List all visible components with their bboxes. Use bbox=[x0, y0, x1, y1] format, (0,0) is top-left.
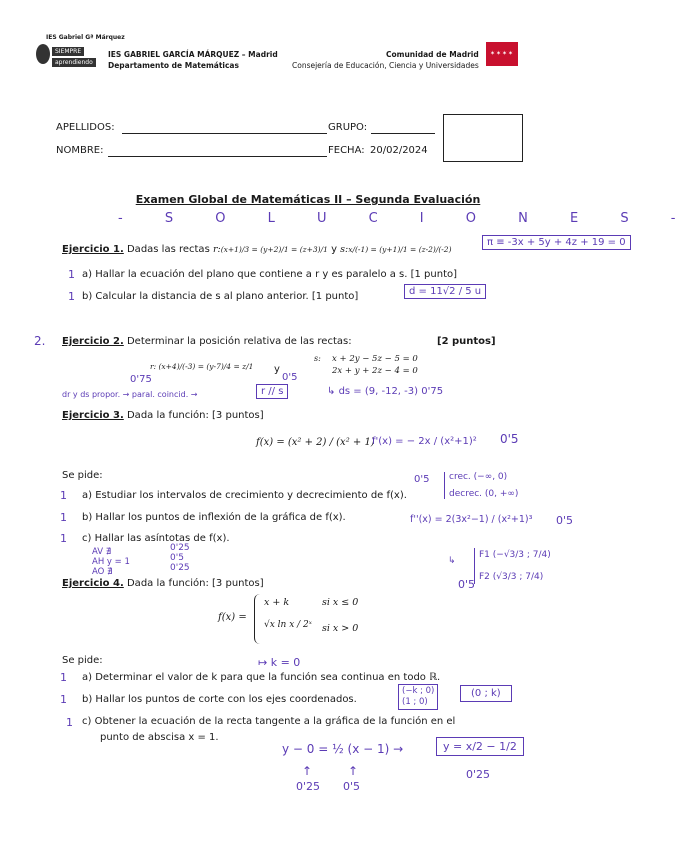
ex2-r-eq: r: (x+4)/(-3) = (y-7)/4 = z/1 bbox=[150, 362, 254, 371]
name-label: NOMBRE: bbox=[56, 145, 104, 156]
ex3-f1: F1 (−√3/3 ; 7/4) bbox=[479, 550, 551, 560]
date-value: 20/02/2024 bbox=[370, 145, 428, 156]
ex3-second-deriv: f''(x) = 2(3x²−1) / (x²+1)³ bbox=[410, 514, 533, 525]
ex2-score2: 0'5 bbox=[282, 372, 298, 383]
ex4-cut3: (0 ; k) bbox=[460, 688, 512, 699]
ex2-mark: 2. bbox=[34, 334, 46, 348]
ex2-text: Determinar la posición relativa de las rectas: bbox=[126, 336, 352, 347]
ex2-answer: r // s bbox=[256, 386, 288, 397]
ex1-answer-plane: π ≡ -3x + 5y + 4z + 19 = 0 bbox=[482, 237, 631, 248]
ex3-score-deriv: 0'5 bbox=[500, 432, 519, 446]
ex1-a-text: a) Hallar la ecuación del plano que contiene a r y es paralelo a s. [1 punto] bbox=[82, 269, 458, 280]
ex4-cut2: (1 ; 0) bbox=[402, 697, 428, 707]
logo-badge-bottom: aprendiendo bbox=[52, 58, 96, 67]
grade-box[interactable] bbox=[443, 114, 523, 162]
ex4-cond2: si x > 0 bbox=[322, 623, 359, 634]
madrid-flag-icon: ✶✶✶✶ bbox=[486, 42, 518, 66]
ex2-note: dr y ds propor. → paral. coincid. → bbox=[62, 390, 198, 399]
ex2-s-label: s: bbox=[314, 354, 321, 363]
ex4-k-answer: ↦ k = 0 bbox=[258, 656, 301, 669]
ex3-ah: AH y = 1 bbox=[92, 557, 130, 567]
ex3-score-av: 0'25 bbox=[170, 543, 190, 553]
ex4-a-text: a) Determinar el valor de k para que la función sea continua en todo ℝ. bbox=[82, 672, 441, 683]
ex3-se-pide: Se pide: bbox=[62, 470, 103, 481]
ex2-score1: 0'75 bbox=[130, 374, 152, 385]
ex4-f-label: f(x) = bbox=[218, 612, 247, 623]
date-label: FECHA: bbox=[328, 145, 365, 156]
ex3-av: AV ∄ bbox=[92, 547, 112, 557]
ex3-a-text: a) Estudiar los intervalos de crecimiento y decrecimiento de f(x). bbox=[82, 490, 407, 501]
ex3-function: f(x) = (x² + 2) / (x² + 1) bbox=[256, 437, 375, 448]
ex3-statement bbox=[62, 410, 264, 421]
council-name: Consejería de Educación, Ciencia y Universidades bbox=[292, 61, 479, 70]
ex1-b-text: b) Calcular la distancia de s al plano anterior. [1 punto] bbox=[82, 291, 359, 302]
ex4-piece2: √x ln x / 2ˣ bbox=[264, 620, 312, 630]
school-name: IES GABRIEL GARCÍA MÁRQUEZ – Madrid bbox=[108, 50, 278, 59]
ex3-inflexion-points bbox=[474, 548, 551, 584]
ex4-arrow-up-1: ↑ bbox=[302, 764, 313, 778]
ex4-statement bbox=[62, 578, 264, 589]
ex4-score-c1: 0'25 bbox=[296, 780, 321, 793]
ex2-score3: 0'75 bbox=[421, 386, 444, 397]
logo-top-text: IES Gabriel Gª Márquez bbox=[46, 34, 125, 41]
ex3-asymptotes bbox=[92, 547, 130, 577]
ex3-a-mark: 1 bbox=[60, 489, 67, 502]
ex2-points: [2 puntos] bbox=[437, 336, 496, 347]
ex2-s-eq2: 2x + y + 2z − 4 = 0 bbox=[332, 366, 418, 376]
ex2-ds-vector: ↳ ds = (9, -12, -3) 0'75 bbox=[327, 386, 444, 397]
group-field[interactable] bbox=[371, 133, 435, 134]
solutions-banner: - S O L U C I O N E S - bbox=[118, 211, 694, 226]
ex4-heading: Ejercicio 4. bbox=[62, 578, 124, 589]
ex1-a-mark: 1 bbox=[68, 268, 75, 281]
name-field[interactable] bbox=[108, 156, 327, 157]
ex1-r-label: r: bbox=[212, 244, 221, 255]
ex3-ao: AO ∄ bbox=[92, 567, 113, 577]
ex1-s-label: s: bbox=[340, 244, 349, 255]
ex3-inflexion-arrow: ↳ bbox=[448, 556, 456, 566]
ex4-brace bbox=[254, 594, 263, 644]
ex3-heading: Ejercicio 3. bbox=[62, 410, 124, 421]
ex4-cond1: si x ≤ 0 bbox=[322, 597, 359, 608]
surname-field[interactable] bbox=[122, 133, 327, 134]
ex4-text: Dada la función: [3 puntos] bbox=[126, 578, 264, 589]
ex1-r-eq: (x+1)/3 = (y+2)/1 = (z+3)/1 bbox=[220, 245, 328, 254]
region-name: Comunidad de Madrid bbox=[386, 50, 479, 59]
ex1-s-eq: x/(-1) = (y+1)/1 = (z-2)/(-2) bbox=[348, 245, 452, 254]
ex3-decrec: decrec. (0, +∞) bbox=[449, 489, 519, 499]
ex3-derivative: f'(x) = − 2x / (x²+1)² bbox=[372, 436, 477, 447]
ex1-heading: Ejercicio 1. bbox=[62, 244, 124, 255]
ex2-statement bbox=[62, 336, 352, 347]
ex4-score-c3: 0'25 bbox=[466, 768, 491, 781]
ex1-and: y bbox=[331, 244, 337, 255]
ex2-and: y bbox=[274, 364, 280, 375]
ex3-b-mark: 1 bbox=[60, 511, 67, 524]
ex4-arrow-up-2: ↑ bbox=[348, 764, 359, 778]
ex3-score-b: 0'5 bbox=[556, 514, 574, 527]
logo-badge-top: SIEMPRE bbox=[52, 47, 84, 56]
ex1-intro: Dadas las rectas bbox=[126, 244, 210, 255]
ex4-c-text2: punto de abscisa x = 1. bbox=[100, 732, 219, 743]
ex3-c-text: c) Hallar las asíntotas de f(x). bbox=[82, 533, 230, 544]
ex4-b-text: b) Hallar los puntos de corte con los ejes coordenados. bbox=[82, 694, 357, 705]
ex4-cut-points bbox=[398, 684, 438, 710]
ex4-tangent-answer: y = x/2 − 1/2 bbox=[436, 740, 524, 753]
ex4-a-mark: 1 bbox=[60, 671, 67, 684]
ex3-f2: F2 (√3/3 ; 7/4) bbox=[479, 572, 544, 582]
ex4-score-c2: 0'5 bbox=[343, 780, 361, 793]
logo-swoosh bbox=[36, 44, 50, 64]
ex3-text: Dada la función: [3 puntos] bbox=[126, 410, 264, 421]
ex4-b-mark: 1 bbox=[60, 693, 67, 706]
ex4-se-pide: Se pide: bbox=[62, 655, 103, 666]
exam-title: Examen Global de Matemáticas II – Segunda Evaluación bbox=[135, 193, 481, 206]
ex4-c-mark: 1 bbox=[66, 716, 73, 729]
ex3-score-a: 0'5 bbox=[414, 474, 430, 485]
ex3-b-text: b) Hallar los puntos de inflexión de la gráfica de f(x). bbox=[82, 512, 346, 523]
department-name: Departamento de Matemáticas bbox=[108, 61, 239, 70]
ex4-cut1: (−k ; 0) bbox=[402, 686, 435, 696]
ex3-asym-scores bbox=[170, 543, 190, 573]
ex3-monotony bbox=[444, 472, 518, 499]
ex4-piece1: x + k bbox=[264, 597, 290, 608]
ex4-tangent-work: y − 0 = ½ (x − 1) → bbox=[282, 742, 404, 756]
ex2-s-eq1: x + 2y − 5z − 5 = 0 bbox=[332, 354, 418, 364]
ex3-crec: crec. (−∞, 0) bbox=[449, 472, 508, 482]
ex2-heading: Ejercicio 2. bbox=[62, 336, 124, 347]
school-logo bbox=[36, 34, 125, 78]
ex3-score-f: 0'5 bbox=[458, 578, 476, 591]
ex1-answer-distance: d = 11√2 / 5 u bbox=[404, 286, 486, 297]
ex3-c-mark: 1 bbox=[60, 532, 67, 545]
surname-label: APELLIDOS: bbox=[56, 122, 115, 133]
ex3-score-ao: 0'25 bbox=[170, 563, 190, 573]
ex3-score-ah: 0'5 bbox=[170, 553, 184, 563]
ex1-b-mark: 1 bbox=[68, 290, 75, 303]
group-label: GRUPO: bbox=[328, 122, 368, 133]
ex4-c-text1: c) Obtener la ecuación de la recta tangente a la gráfica de la función en el bbox=[82, 716, 456, 727]
ex1-statement bbox=[62, 244, 452, 255]
